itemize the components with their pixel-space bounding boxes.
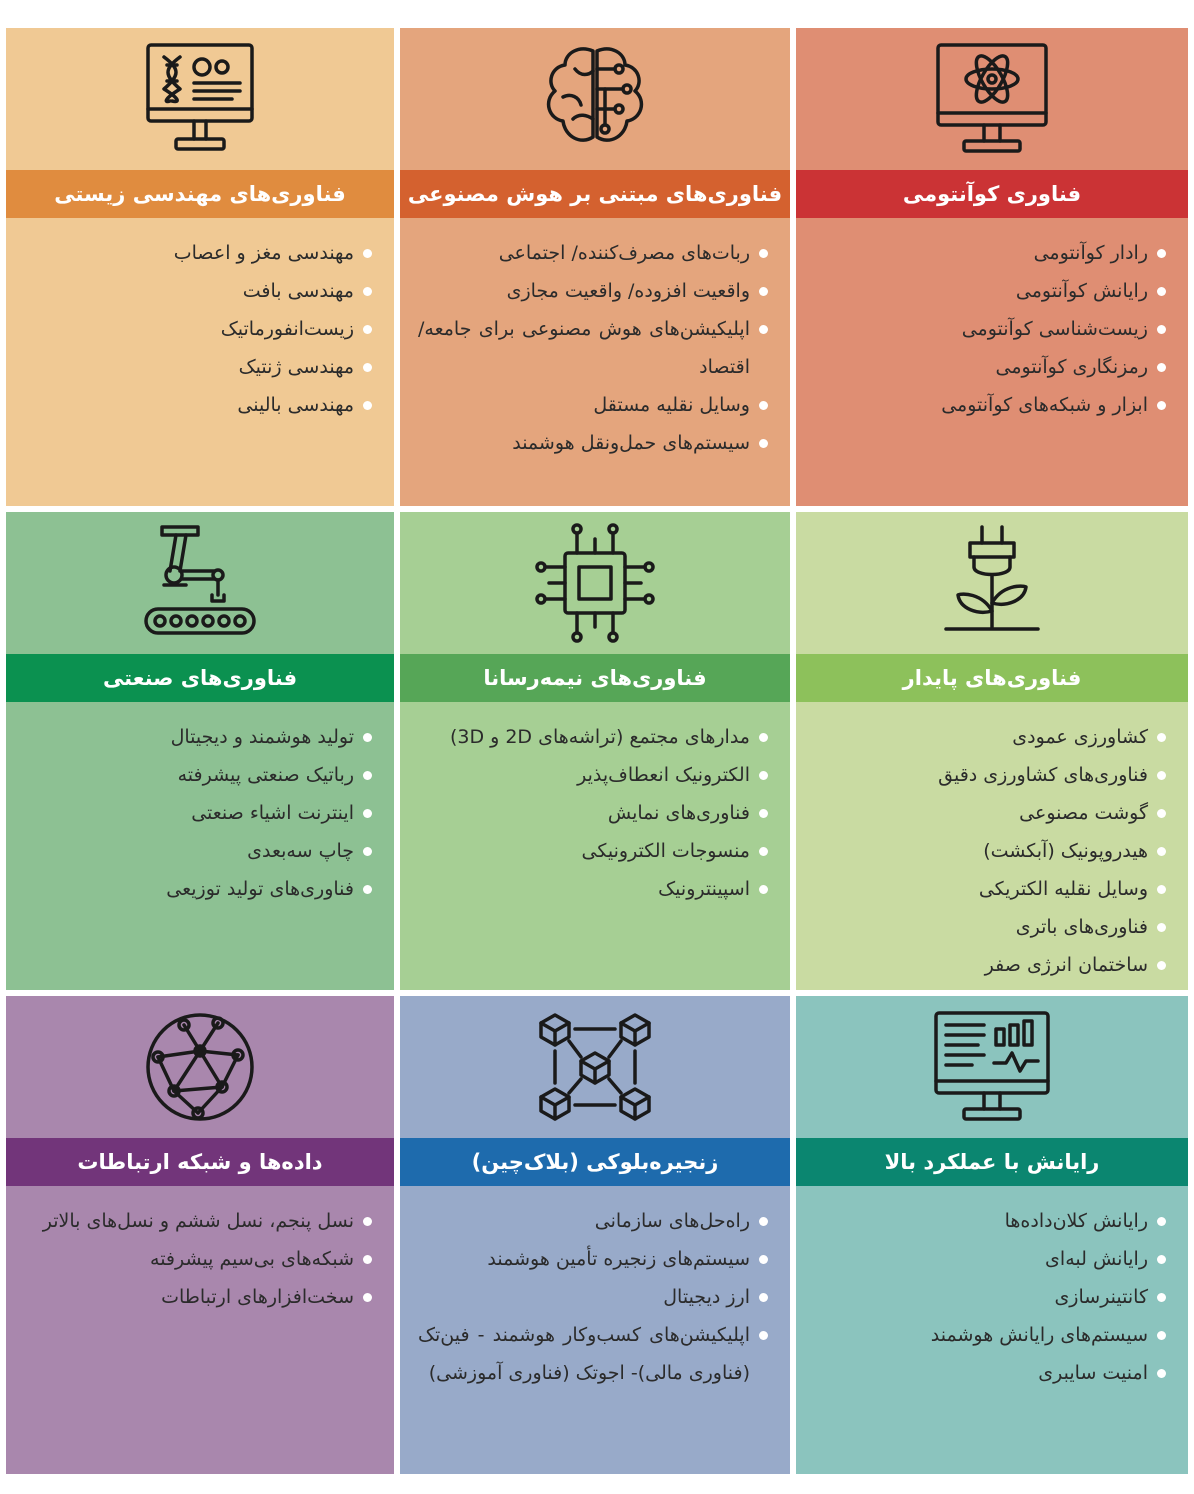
list-item: اسپینترونیک — [418, 870, 768, 908]
card-title: فناوری‌های صنعتی — [6, 654, 394, 702]
list-item: امنیت سایبری — [814, 1354, 1166, 1392]
item-list — [400, 702, 790, 908]
list-item: ابزار و شبکه‌های کوآنتومی — [814, 386, 1166, 424]
list-item: مدارهای مجتمع (تراشه‌های 2D و 3D) — [418, 718, 768, 756]
list-item: واقعیت افزوده/ واقعیت مجازی — [418, 272, 768, 310]
list-item: وسایل نقلیه الکتریکی — [814, 870, 1166, 908]
item-list — [6, 218, 394, 424]
card-title: فناوری‌های مهندسی زیستی — [6, 170, 394, 218]
list-item: فناوری‌های نمایش — [418, 794, 768, 832]
card-blockchain — [400, 996, 790, 1474]
item-list — [6, 702, 394, 908]
card-high-performance-computing — [796, 996, 1188, 1474]
card-semiconductor — [400, 512, 790, 990]
item-list — [6, 1186, 394, 1316]
list-item: وسایل نقلیه مستقل — [418, 386, 768, 424]
list-item: فناوری‌های باتری — [814, 908, 1166, 946]
blockchain-icon — [400, 996, 790, 1138]
list-item: هیدروپونیک (آبکشت) — [814, 832, 1166, 870]
list-item: سخت‌افزارهای ارتباطات — [24, 1278, 372, 1316]
list-item: زیست‌شناسی کوآنتومی — [814, 310, 1166, 348]
list-item: سیستم‌های حمل‌ونقل هوشمند — [418, 424, 768, 462]
list-item: مهندسی مغز و اعصاب — [24, 234, 372, 272]
list-item: اپلیکیشن‌های هوش مصنوعی برای جامعه/ اقتصاد — [418, 310, 768, 386]
atom-monitor-icon — [796, 28, 1188, 170]
card-artificial-intelligence — [400, 28, 790, 506]
list-item: رادار کوآنتومی — [814, 234, 1166, 272]
card-title: زنجیره‌بلوکی (بلاک‌چین) — [400, 1138, 790, 1186]
list-item: اپلیکیشن‌های کسب‌وکار هوشمند - فین‌تک (فناوری مالی)- اجوتک (فناوری آموزشی) — [418, 1316, 768, 1392]
list-item: فناوری‌های کشاورزی دقیق — [814, 756, 1166, 794]
card-title: داده‌ها و شبکه ارتباطات — [6, 1138, 394, 1186]
item-list — [796, 218, 1188, 424]
list-item: فناوری‌های تولید توزیعی — [24, 870, 372, 908]
item-list — [400, 218, 790, 462]
list-item: شبکه‌های بی‌سیم پیشرفته — [24, 1240, 372, 1278]
card-title: رایانش با عملکرد بالا — [796, 1138, 1188, 1186]
list-item: سیستم‌های رایانش هوشمند — [814, 1316, 1166, 1354]
list-item: مهندسی بافت — [24, 272, 372, 310]
dashboard-monitor-icon — [796, 996, 1188, 1138]
item-list — [796, 1186, 1188, 1392]
list-item: رباتیک صنعتی پیشرفته — [24, 756, 372, 794]
robot-arm-icon — [6, 512, 394, 654]
list-item: کشاورزی عمودی — [814, 718, 1166, 756]
microchip-icon — [400, 512, 790, 654]
list-item: ارز دیجیتال — [418, 1278, 768, 1316]
card-quantum — [796, 28, 1188, 506]
list-item: الکترونیک انعطاف‌پذیر — [418, 756, 768, 794]
list-item: سیستم‌های زنجیره تأمین هوشمند — [418, 1240, 768, 1278]
list-item: مهندسی ژنتیک — [24, 348, 372, 386]
card-title: فناوری‌های مبتنی بر هوش مصنوعی — [400, 170, 790, 218]
card-data-networks — [6, 996, 394, 1474]
list-item: منسوجات الکترونیکی — [418, 832, 768, 870]
list-item: رمزنگاری کوآنتومی — [814, 348, 1166, 386]
list-item: گوشت مصنوعی — [814, 794, 1166, 832]
card-title: فناوری‌های پایدار — [796, 654, 1188, 702]
dna-monitor-icon — [6, 28, 394, 170]
list-item: رایانش کلان‌داده‌ها — [814, 1202, 1166, 1240]
list-item: راه‌حل‌های سازمانی — [418, 1202, 768, 1240]
plant-plug-icon — [796, 512, 1188, 654]
item-list — [796, 702, 1188, 984]
list-item: تولید هوشمند و دیجیتال — [24, 718, 372, 756]
globe-network-icon — [6, 996, 394, 1138]
list-item: چاپ سه‌بعدی — [24, 832, 372, 870]
card-industrial — [6, 512, 394, 990]
list-item: کانتینرسازی — [814, 1278, 1166, 1316]
card-sustainable — [796, 512, 1188, 990]
list-item: اینترنت اشیاء صنعتی — [24, 794, 372, 832]
list-item: ساختمان انرژی صفر — [814, 946, 1166, 984]
technology-grid — [6, 28, 1188, 1474]
list-item: نسل پنجم، نسل ششم و نسل‌های بالاتر — [24, 1202, 372, 1240]
brain-circuit-icon — [400, 28, 790, 170]
list-item: رایانش لبه‌ای — [814, 1240, 1166, 1278]
list-item: زیست‌انفورماتیک — [24, 310, 372, 348]
card-bioengineering — [6, 28, 394, 506]
list-item: ربات‌های مصرف‌کننده/ اجتماعی — [418, 234, 768, 272]
list-item: رایانش کوآنتومی — [814, 272, 1166, 310]
card-title: فناوری کوآنتومی — [796, 170, 1188, 218]
list-item: مهندسی بالینی — [24, 386, 372, 424]
item-list — [400, 1186, 790, 1392]
card-title: فناوری‌های نیمه‌رسانا — [400, 654, 790, 702]
